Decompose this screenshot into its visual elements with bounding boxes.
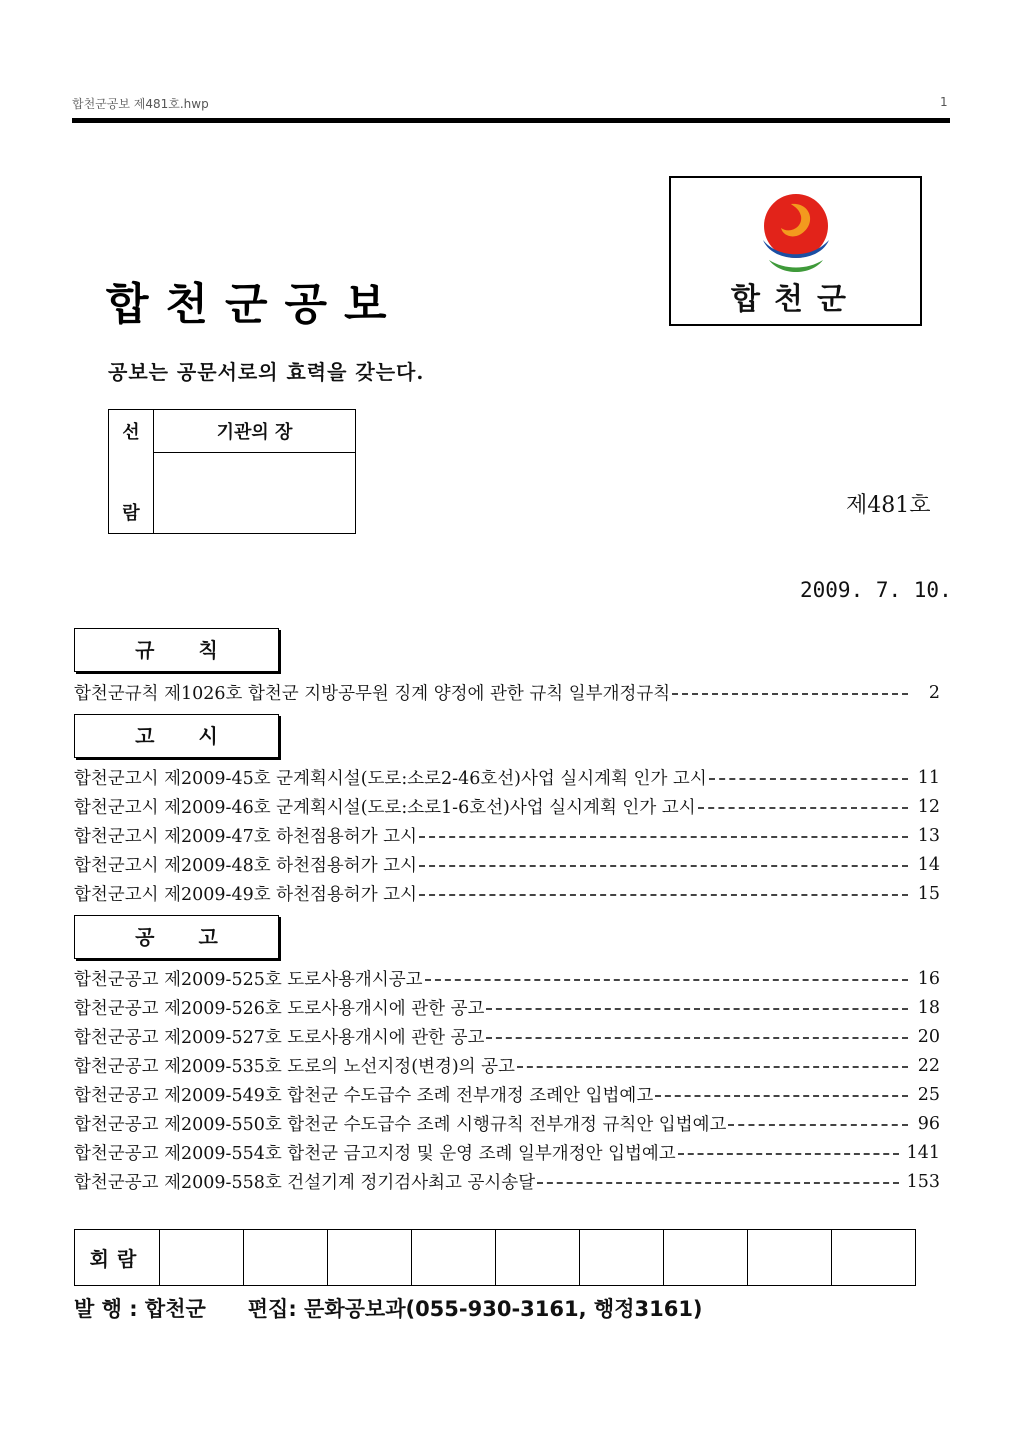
circulation-signature-cell — [244, 1230, 328, 1286]
toc-entry-page: 13 — [917, 825, 940, 846]
toc-entry-title: 합천군공고 제2009-554호 합천군 금고지정 및 운영 조례 일부개정안 입법예고 — [74, 1144, 676, 1164]
toc-entry-title: 합천군공고 제2009-527호 도로사용개시에 관한 공고 — [74, 1028, 485, 1048]
circulation-signature-cell — [748, 1230, 832, 1286]
toc-entry[interactable] — [74, 1051, 940, 1080]
publisher: 발 행 : 합천군 — [74, 1297, 206, 1321]
circulation-signature-cell — [328, 1230, 412, 1286]
header-rule — [72, 118, 950, 123]
toc-leader — [678, 1153, 899, 1155]
toc-entry-title: 합천군공고 제2009-526호 도로사용개시에 관한 공고 — [74, 999, 485, 1019]
toc-entry-title: 합천군공고 제2009-525호 도로사용개시공고 — [74, 970, 423, 990]
issue-date: 2009. 7. 10. — [800, 578, 952, 602]
issue-number: 제481호 — [846, 493, 931, 518]
approval-table — [108, 409, 356, 534]
toc-entry[interactable] — [74, 821, 940, 850]
toc-entry-page: 2 — [928, 682, 940, 703]
toc-entry-page: 22 — [917, 1055, 940, 1076]
circulation-label: 회람 — [75, 1230, 160, 1286]
toc-entry[interactable] — [74, 1080, 940, 1109]
toc-entry-page: 12 — [917, 796, 940, 817]
section-header-announcements: 공고 — [74, 915, 279, 959]
toc-entry-page: 11 — [917, 767, 940, 788]
toc-entry-title: 합천군공고 제2009-550호 합천군 수도급수 조례 시행규칙 전부개정 규칙안 입법예고 — [74, 1115, 727, 1135]
toc-entry-page: 141 — [906, 1142, 940, 1163]
toc-entry-title: 합천군고시 제2009-47호 하천점용허가 고시 — [74, 827, 417, 847]
toc-leader — [709, 778, 908, 780]
toc-leader — [698, 807, 908, 809]
toc-entry[interactable] — [74, 678, 940, 707]
toc-leader — [419, 894, 908, 896]
toc-entry-title: 합천군고시 제2009-49호 하천점용허가 고시 — [74, 885, 417, 905]
toc-entry-page: 96 — [917, 1113, 940, 1134]
toc-entry-title: 합천군고시 제2009-45호 군계획시설(도로:소로2-46호선)사업 실시계획 인가 고시 — [74, 769, 707, 789]
circulation-signature-cell — [160, 1230, 244, 1286]
emblem-green-wave — [769, 260, 823, 272]
toc-leader — [655, 1095, 908, 1097]
toc-entry[interactable] — [74, 964, 940, 993]
publication-footer — [74, 1293, 703, 1323]
toc-leader — [486, 1008, 908, 1010]
toc-leader — [425, 979, 908, 981]
circulation-signature-cell — [832, 1230, 916, 1286]
toc-entry[interactable] — [74, 850, 940, 879]
toc-entry[interactable] — [74, 1109, 940, 1138]
toc-leader — [486, 1037, 908, 1039]
running-header-filename: 합천군공보 제481호.hwp — [72, 97, 209, 111]
emblem-red-circle — [764, 194, 828, 258]
toc-entry-title: 합천군규칙 제1026호 합천군 지방공무원 징계 양정에 관한 규칙 일부개정규칙 — [74, 684, 671, 704]
bulletin-tagline: 공보는 공문서로의 효력을 갖는다. — [108, 360, 425, 384]
toc-entry-title: 합천군고시 제2009-48호 하천점용허가 고시 — [74, 856, 417, 876]
toc-entry[interactable] — [74, 763, 940, 792]
editor-contact: 편집: 문화공보과(055-930-3161, 행정3161) — [247, 1297, 703, 1321]
toc-leader — [419, 836, 908, 838]
toc-entry-title: 합천군공고 제2009-535호 도로의 노선지정(변경)의 공고 — [74, 1057, 515, 1077]
logo-text: 합천군 — [731, 282, 860, 317]
toc-entry[interactable] — [74, 1022, 940, 1051]
toc-leader — [672, 693, 908, 695]
toc-entry-title: 합천군고시 제2009-46호 군계획시설(도로:소로1-6호선)사업 실시계획 인가 고시 — [74, 798, 696, 818]
toc-entry-title: 합천군공고 제2009-549호 합천군 수도급수 조례 전부개정 조례안 입법예고 — [74, 1086, 654, 1106]
approval-side-label-bottom: 람 — [109, 453, 154, 534]
toc-entry[interactable] — [74, 1167, 940, 1196]
toc-entry-page: 153 — [906, 1171, 940, 1192]
approval-signature-cell — [154, 453, 356, 534]
toc-entry-title: 합천군공고 제2009-558호 건설기계 정기검사최고 공시송달 — [74, 1173, 536, 1193]
toc-entry[interactable] — [74, 1138, 940, 1167]
toc-entry-page: 14 — [917, 854, 940, 875]
circulation-signature-cell — [664, 1230, 748, 1286]
running-header-page-number: 1 — [940, 95, 948, 109]
circulation-table — [74, 1229, 916, 1286]
bulletin-title: 합천군공보 — [106, 279, 404, 330]
toc-leader — [517, 1066, 908, 1068]
toc-entry-page: 15 — [917, 883, 940, 904]
toc-entry-page: 25 — [917, 1084, 940, 1105]
circulation-signature-cell — [412, 1230, 496, 1286]
approval-header: 기관의 장 — [154, 410, 356, 453]
toc-leader — [537, 1182, 898, 1184]
county-logo — [669, 176, 922, 326]
section-header-rules: 규칙 — [74, 628, 279, 672]
toc-entry[interactable] — [74, 993, 940, 1022]
toc-entry[interactable] — [74, 792, 940, 821]
section-header-notices: 고시 — [74, 714, 279, 758]
approval-side-label-top: 선 — [109, 410, 154, 453]
toc-entry[interactable] — [74, 879, 940, 908]
circulation-signature-cell — [580, 1230, 664, 1286]
toc-entry-page: 20 — [917, 1026, 940, 1047]
toc-entry-page: 18 — [917, 997, 940, 1018]
toc-leader — [419, 865, 908, 867]
county-emblem-icon — [755, 190, 837, 276]
toc-entry-page: 16 — [917, 968, 940, 989]
circulation-signature-cell — [496, 1230, 580, 1286]
toc-leader — [728, 1124, 908, 1126]
